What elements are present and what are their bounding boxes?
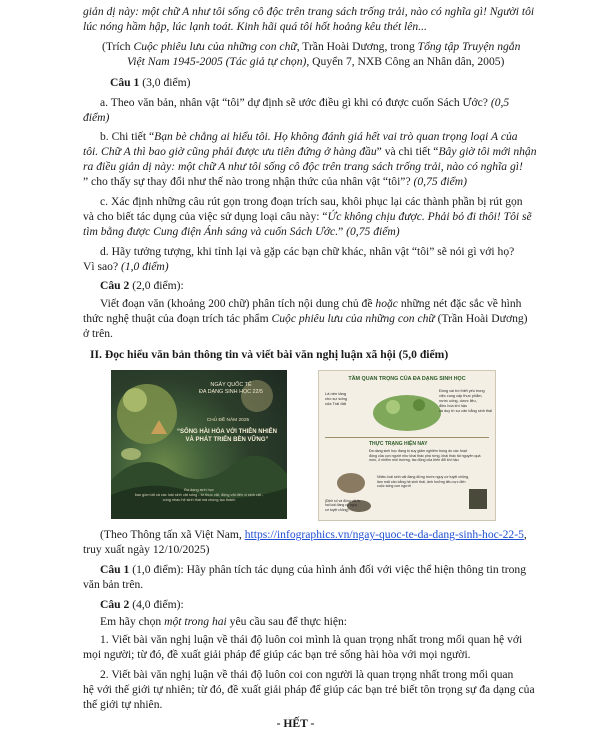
question-3: Câu 1 (1,0 điểm): Hãy phân tích tác dụng của hình ảnh đối với việc thể hiện thông tin trong [100, 563, 527, 576]
option-1: 1. Viết bài văn nghị luận về thái độ luôn coi mình là quan trọng nhất trong mối quan hệ với [100, 633, 523, 646]
question-1d: d. Hãy tưởng tượng, khi tỉnh lại và gặp các bạn chữ khác, nhân vật “tôi” sẽ nói gì với họ? [100, 245, 515, 258]
citation-book-2: Việt Nam 1945-2005 [127, 55, 223, 68]
poster-heading: NGÀY QUỐC TẾ ĐA DẠNG SINH HỌC 22/5 [198, 382, 264, 395]
question-2-line: Viết đoạn văn (khoảng 200 chữ) phân tích nội dung chủ đề hoặc những nét đặc sắc về hình [100, 297, 522, 310]
citation-work: Cuộc phiêu lưu của những con chữ [133, 40, 297, 53]
question-1-heading: Câu 1 (3,0 điểm) [110, 76, 191, 89]
source-link[interactable]: https://infographics.vn/ngay-quoc-te-da-dang-sinh-hoc-22-5 [244, 528, 524, 541]
infographic-status-title: THỰC TRẠNG HIỆN NAY [369, 441, 428, 447]
question-1b-line: tôi. Chữ A thì bao giờ cũng phải được ưu tiên đứng ở hàng đầu” và chi tiết “Bây giờ tôi mới nhận [83, 145, 537, 158]
citation [102, 39, 572, 54]
infographic-left-note: Là nền tảng cho sự sống của Trái đất [325, 391, 348, 406]
source-date: truy xuất ngày 12/10/2025) [83, 543, 210, 556]
question-4-heading: Câu 2 (4,0 điểm): [100, 598, 184, 611]
option-1-line: mọi người; từ đó, đề xuất giải pháp để giúp các bạn trẻ sống hài hòa với mọi người. [83, 648, 471, 661]
question-1a-points: điểm) [83, 111, 110, 124]
question-2-line: ở trên. [83, 327, 113, 340]
section-2-title: II. Đọc hiểu văn bản thông tin và viết bài văn nghị luận xã hội (5,0 điểm) [90, 348, 449, 361]
poster-caption: Đa dạng sinh học bao gồm tất cả các loài sinh vật sống - từ thực vật, động vật đến vi sinh vật - cùng nhau hệ sinh thái mà chúng tạo thành [134, 488, 264, 502]
question-2-line: thức nghệ thuật của đoạn trích tác phẩm Cuộc phiêu lưu của những con chữ (Trần Hoài Dương) [83, 312, 528, 325]
infographic-status-text-2: Nhiều loài sinh vật đang đứng trước nguy cơ tuyệt chủng, làm mất cân bằng hệ sinh thái, ảnh hưởng tiêu cực đến cuộc sống con người [377, 475, 470, 489]
question-1a: a. Theo văn bản, nhân vật “tôi” dự định sẽ ước điều gì khi có được cuốn Sách Ước? (0,5 [100, 96, 510, 109]
option-2-line: thế giới tự nhiên. [83, 698, 163, 711]
passage-line: lúc nóng hầm hập, lúc lạnh toát. Kinh hãi quá tôi hốt hoảng kêu thét lên... [83, 20, 427, 33]
question-1b-line: ” cho thấy sự thay đổi như thế nào trong nhận thức của nhân vật “tôi”? (0,75 điểm) [83, 175, 467, 188]
citation-book: Tổng tập Truyện ngắn [417, 40, 521, 53]
infographic-right-note: Đóng vai trò thiết yếu trong việc cung cấp thực phẩm, nước uống, dược liệu, điều hòa khí hậu và duy trì sự cân bằng sinh thái [439, 389, 492, 413]
biodiversity-infographic-image [318, 370, 496, 521]
biodiversity-poster-image [111, 370, 287, 519]
poster-theme-label: CHỦ ĐỀ NĂM 2025 [206, 418, 250, 423]
poster-theme: “SỐNG HÀI HÒA VỚI THIÊN NHIÊN VÀ PHÁT TRIỂN BỀN VỮNG” [177, 429, 277, 443]
question-1b: b. Chi tiết “Bạn bè chẳng ai hiểu tôi. Họ không đánh giá hết vai trò quan trọng loại A của [100, 130, 518, 143]
infographic-footnote: (Định số và động vật là hai loài đang có nguy cơ tuyệt chủng) [325, 499, 360, 512]
option-2-line: hệ với thế giới tự nhiên; từ đó, đề xuất giải pháp để giúp các bạn trẻ biết tôn trọng sự đa dạng của [83, 683, 535, 696]
source-line: (Theo Thông tấn xã Việt Nam, https://infographics.vn/ngay-quoc-te-da-dang-sinh-hoc-22-5, [100, 528, 527, 541]
citation-prefix: (Trích [102, 40, 134, 53]
question-2-heading: Câu 2 (2,0 điểm): [100, 279, 184, 292]
question-3-line: văn bản trên. [83, 578, 144, 591]
question-1c-line: và cho biết tác dụng của việc sử dụng loại câu này: “Ức không chịu được. Phải bỏ đi thôi! Tôi sẽ [83, 210, 532, 223]
citation-line2 [127, 54, 567, 69]
question-1b-line: ra điều giản dị này: một chữ A như tôi sống cô độc trên trang sách trống trải, nào có nghĩa gì! [83, 160, 523, 173]
question-4-intro: Em hãy chọn một trong hai yêu cầu sau để thực hiện: [100, 615, 348, 628]
end-marker: - HẾT - [276, 717, 315, 730]
citation-selection: (Tác giả tự chọn) [222, 55, 307, 68]
passage-line: giản dị này: một chữ A như tôi sống cô độc trên trang sách trống trải, nào có nghĩa gì! Người tôi [83, 5, 535, 18]
option-2: 2. Viết bài văn nghị luận về thái độ luôn coi con người là quan trọng nhất trong mối quan [100, 668, 514, 681]
infographic-status-text: Đa dạng sinh học đang bị suy giảm nghiêm trọng do các hoạt động của con người như khai thác phá rừng, khai thác tài nguyên quá mức, ô nhiễm môi trường, tác động của biến đổi khí hậu [369, 449, 481, 463]
citation-tail: , Quyển 7, NXB Công an Nhân dân, 2005) [306, 55, 505, 68]
question-1c: c. Xác định những câu rút gọn trong đoạn trích sau, khôi phục lại các thành phần bị rút gọn [100, 195, 523, 208]
question-1d-line: Vì sao? (1,0 điểm) [83, 260, 169, 273]
question-1c-line: tìm bằng được Cung điện Ánh sáng và cuốn Sách Ước.” (0,75 điểm) [83, 225, 400, 238]
citation-mid: , Trần Hoài Dương, trong [296, 40, 418, 53]
infographic-title: TẦM QUAN TRỌNG CỦA ĐA DẠNG SINH HỌC [348, 376, 466, 382]
